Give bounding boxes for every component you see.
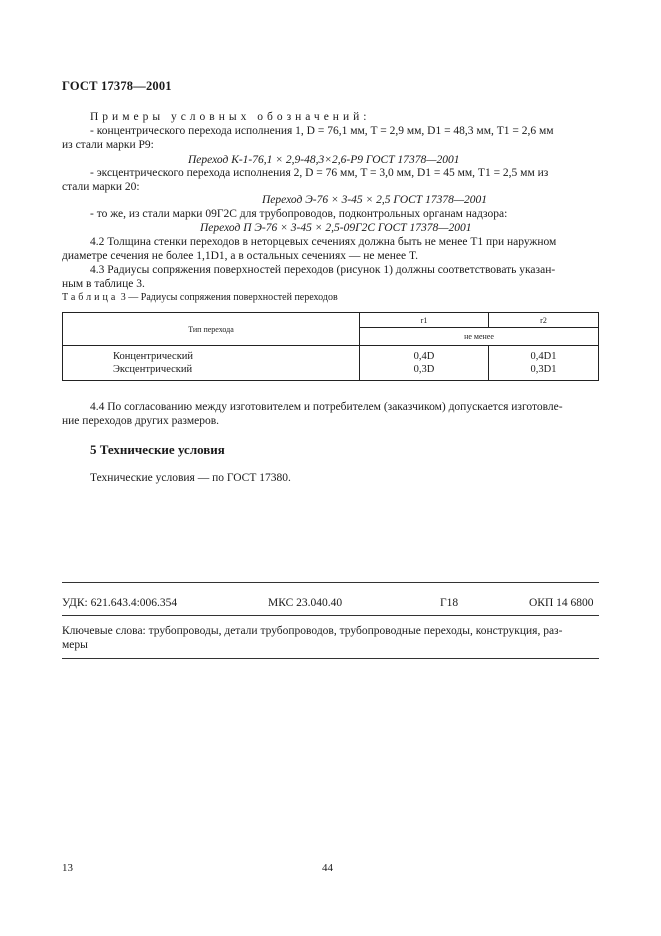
- r1-value-2: 0,3D: [413, 364, 435, 375]
- example1-code: Переход К-1-76,1 × 2,9-48,3×2,6-Р9 ГОСТ 17378—2001: [188, 154, 460, 166]
- col-header-r1: r1: [360, 313, 489, 328]
- r1-value-1: 0,4D: [413, 351, 435, 362]
- page-number-left: 13: [62, 862, 73, 874]
- keywords: [62, 624, 599, 652]
- divider-top: [62, 582, 599, 583]
- mks-code: МКС 23.040.40: [268, 597, 343, 609]
- keywords-line2: меры: [62, 639, 88, 651]
- col-header-type: Тип перехода: [63, 313, 360, 346]
- table-caption-prefix: Таблица: [62, 292, 119, 303]
- table-caption: [62, 292, 338, 303]
- radius-table: [62, 312, 599, 381]
- clause-4-3-line2: ным в таблице 3.: [62, 278, 145, 290]
- clause-4-4-line2: ние переходов других размеров.: [62, 415, 220, 427]
- subheader-min: не менее: [360, 328, 599, 346]
- section-text: Технические условия — по ГОСТ 17380.: [90, 472, 291, 484]
- keywords-line1: Ключевые слова: трубопроводы, детали трубопроводов, трубопроводные переходы, конструкция, раз-: [62, 625, 563, 637]
- section-title: 5 Технические условия: [90, 442, 225, 457]
- type-concentric: Концентрический: [113, 351, 194, 362]
- g-code: Г18: [440, 597, 459, 609]
- example2-code: Переход Э-76 × 3-45 × 2,5 ГОСТ 17378—2001: [262, 194, 488, 206]
- example1-line2: из стали марки Р9:: [62, 139, 154, 151]
- types-cell: [63, 346, 360, 381]
- r2-value-2: 0,3D1: [530, 364, 557, 375]
- udk-code: УДК: 621.643.4:006.354: [62, 597, 178, 609]
- clause-4-2-line2: диаметре сечения не более 1,1D1, а в остальных сечениях — не менее T.: [62, 250, 419, 262]
- clause-4-3-line1: 4.3 Радиусы сопряжения поверхностей переходов (рисунок 1) должны соответствовать указан-: [90, 264, 556, 276]
- r2-value-1: 0,4D1: [530, 351, 557, 362]
- r1-cell: [360, 346, 489, 381]
- col-header-r2: r2: [489, 313, 599, 328]
- table-caption-title: 3 — Радиусы сопряжения поверхностей переходов: [118, 292, 338, 303]
- example1-line1: - концентрического перехода исполнения 1, D = 76,1 мм, T = 2,9 мм, D1 = 48,3 мм, T1 = 2,6 мм: [90, 125, 554, 137]
- example3-code: Переход П Э-76 × 3-45 × 2,5-09Г2С ГОСТ 17378—2001: [200, 222, 472, 234]
- r2-cell: [489, 346, 599, 381]
- table-row: [63, 346, 599, 381]
- example2-line1: - эксцентрического перехода исполнения 2, D = 76 мм, T = 3,0 мм, D1 = 45 мм, T1 = 2,5 мм из: [90, 167, 549, 179]
- example2-line2: стали марки 20:: [62, 181, 140, 193]
- examples-heading: Примеры условных обозначений:: [90, 111, 371, 123]
- document-code: ГОСТ 17378—2001: [62, 79, 172, 93]
- clause-4-4-line1: 4.4 По согласованию между изготовителем и потребителем (заказчиком) допускается изготовле-: [90, 401, 563, 413]
- clause-4-2-line1: 4.2 Толщина стенки переходов в неторцевых сечениях должна быть не менее T1 при наружном: [90, 236, 557, 248]
- example3-line1: - то же, из стали марки 09Г2С для трубопроводов, подконтрольных органам надзора:: [90, 208, 508, 220]
- type-eccentric: Эксцентрический: [113, 364, 193, 375]
- divider-middle: [62, 615, 599, 616]
- page-number-center: 44: [322, 862, 333, 874]
- okp-code: ОКП 14 6800: [529, 597, 594, 609]
- divider-bottom: [62, 658, 599, 659]
